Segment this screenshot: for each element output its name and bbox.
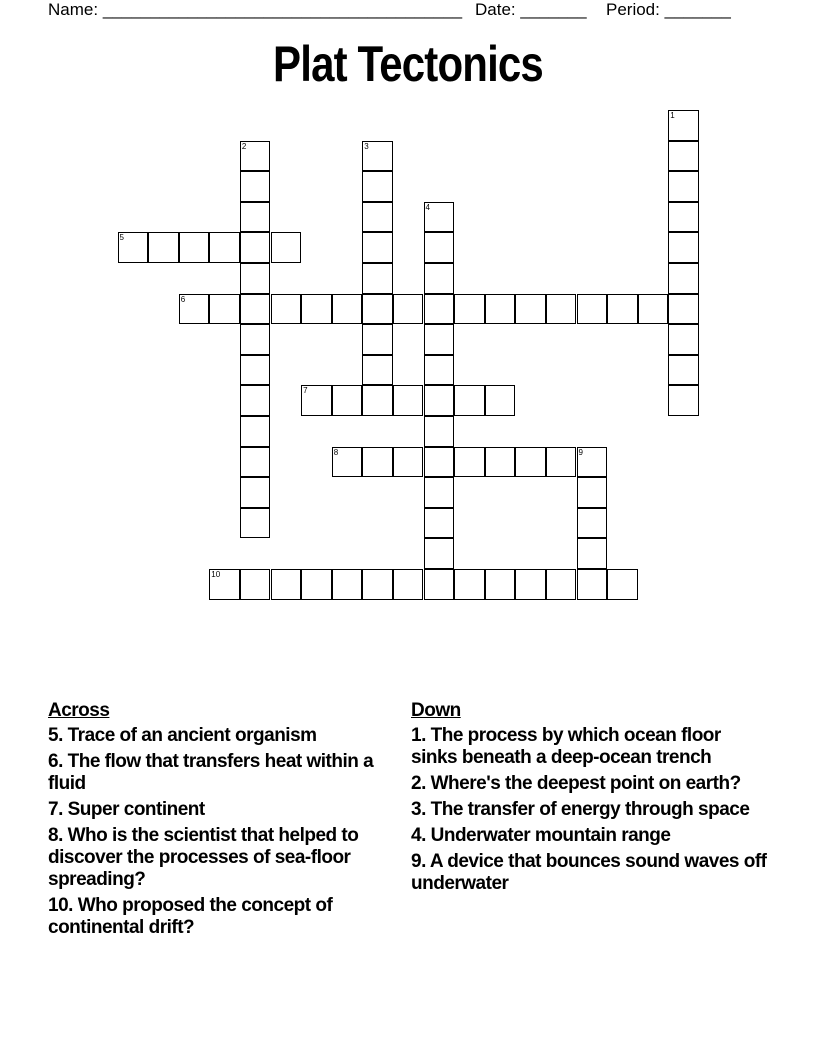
clue-item-text: A device that bounces sound waves off underwater (411, 851, 767, 894)
date-line[interactable]: _______ (520, 0, 587, 19)
clue-number: 4 (425, 202, 430, 212)
crossword-cell[interactable] (240, 263, 271, 294)
clue-item-number: 3. (411, 799, 431, 820)
crossword-cell[interactable] (668, 171, 699, 202)
crossword-cell[interactable] (577, 447, 608, 478)
clue-number: 3 (364, 141, 369, 151)
crossword-cell[interactable] (393, 569, 424, 600)
crossword-cell[interactable] (668, 355, 699, 386)
crossword-cell[interactable] (179, 294, 210, 325)
crossword-cell[interactable] (240, 324, 271, 355)
crossword-cell[interactable] (393, 447, 424, 478)
clue-item (48, 895, 403, 939)
crossword-cell[interactable] (362, 141, 393, 172)
crossword-cell[interactable] (271, 232, 302, 263)
crossword-cell[interactable] (546, 447, 577, 478)
crossword-cell[interactable] (485, 294, 516, 325)
name-line[interactable]: ______________________________________ (102, 0, 463, 19)
crossword-cell[interactable] (332, 385, 363, 416)
crossword-cell[interactable] (668, 110, 699, 141)
clue-item (411, 773, 771, 795)
clue-item-text: The transfer of energy through space (430, 799, 750, 820)
crossword-cell[interactable] (454, 447, 485, 478)
clue-item-text: Super continent (67, 799, 205, 820)
across-clues (48, 700, 403, 943)
crossword-cell[interactable] (454, 569, 485, 600)
crossword-cell[interactable] (362, 324, 393, 355)
down-heading: Down (411, 700, 461, 721)
name-label: Name: (48, 0, 99, 19)
clue-item-number: 8. (48, 825, 68, 846)
crossword-cell[interactable] (271, 294, 302, 325)
crossword-cell[interactable] (454, 294, 485, 325)
crossword-cell[interactable] (424, 294, 455, 325)
clue-number: 7 (303, 386, 308, 396)
clue-number: 9 (578, 447, 583, 457)
clue-item-text: Trace of an ancient organism (67, 725, 317, 746)
crossword-cell[interactable] (424, 477, 455, 508)
crossword-cell[interactable] (424, 202, 455, 233)
clue-item-number: 2. (411, 773, 431, 794)
crossword-cell[interactable] (301, 294, 332, 325)
crossword-cell[interactable] (668, 263, 699, 294)
crossword-cell[interactable] (424, 508, 455, 539)
crossword-cell[interactable] (362, 385, 393, 416)
crossword-cell[interactable] (362, 355, 393, 386)
crossword-cell[interactable] (424, 569, 455, 600)
clue-item-number: 5. (48, 725, 68, 746)
clue-item-number: 1. (411, 725, 431, 746)
crossword-cell[interactable] (485, 447, 516, 478)
clue-number: 6 (180, 294, 186, 304)
crossword-cell[interactable] (240, 569, 271, 600)
clue-item-text: The flow that transfers heat within a fluid (48, 751, 374, 794)
crossword-cell[interactable] (454, 385, 485, 416)
crossword-cell[interactable] (240, 416, 271, 447)
crossword-cell[interactable] (424, 385, 455, 416)
crossword-cell[interactable] (607, 294, 638, 325)
clue-item-text: Where's the deepest point on earth? (430, 773, 741, 794)
crossword-cell[interactable] (240, 202, 271, 233)
crossword-cell[interactable] (577, 569, 608, 600)
crossword-cell[interactable] (332, 569, 363, 600)
clue-item (48, 825, 403, 891)
crossword-cell[interactable] (240, 232, 271, 263)
crossword-cell[interactable] (668, 141, 699, 172)
page-title: Plat Tectonics (273, 36, 543, 92)
crossword-cell[interactable] (515, 569, 546, 600)
crossword-cell[interactable] (668, 202, 699, 233)
clue-item-number: 4. (411, 825, 431, 846)
crossword-cell[interactable] (209, 232, 240, 263)
crossword-cell[interactable] (424, 447, 455, 478)
clue-number: 2 (241, 141, 247, 151)
clue-number: 10 (211, 570, 221, 579)
crossword-cell[interactable] (362, 569, 393, 600)
crossword-cell[interactable] (668, 232, 699, 263)
crossword-cell[interactable] (240, 447, 271, 478)
clue-item-number: 10. (48, 895, 78, 916)
crossword-cell[interactable] (362, 171, 393, 202)
across-heading: Across (48, 700, 110, 721)
crossword-cell[interactable] (240, 385, 271, 416)
clue-item-text: Who proposed the concept of continental drift? (48, 895, 333, 938)
crossword-cell[interactable] (424, 324, 455, 355)
clue-number: 5 (119, 233, 124, 243)
crossword-cell[interactable] (393, 385, 424, 416)
crossword-cell[interactable] (393, 294, 424, 325)
clue-item-number: 7. (48, 799, 68, 820)
crossword-cell[interactable] (668, 324, 699, 355)
clue-item (411, 825, 771, 847)
crossword-cell[interactable] (424, 232, 455, 263)
crossword-cell[interactable] (240, 508, 271, 539)
crossword-cell[interactable] (485, 569, 516, 600)
clue-item (48, 725, 403, 747)
crossword-cell[interactable] (362, 447, 393, 478)
period-line[interactable]: _______ (664, 0, 731, 19)
crossword-cell[interactable] (301, 569, 332, 600)
crossword-cell[interactable] (485, 385, 516, 416)
clue-item (411, 725, 771, 769)
crossword-cell[interactable] (577, 477, 608, 508)
crossword-cell[interactable] (332, 447, 363, 478)
crossword-cell[interactable] (179, 232, 210, 263)
crossword-cell[interactable] (240, 171, 271, 202)
crossword-cell[interactable] (301, 385, 332, 416)
crossword-cell[interactable] (209, 294, 240, 325)
crossword-cell[interactable] (118, 232, 149, 263)
crossword-cell[interactable] (515, 447, 546, 478)
crossword-cell[interactable] (424, 355, 455, 386)
down-clues (411, 700, 771, 899)
crossword-cell[interactable] (240, 355, 271, 386)
crossword-cell[interactable] (577, 538, 608, 569)
clue-item (411, 851, 771, 895)
clue-number: 1 (670, 111, 675, 120)
crossword-cell[interactable] (638, 294, 669, 325)
crossword-cell[interactable] (668, 385, 699, 416)
crossword-cell[interactable] (240, 294, 271, 325)
clue-item-text: Who is the scientist that helped to discover the processes of sea-floor spreading? (48, 825, 359, 890)
crossword-cell[interactable] (424, 263, 455, 294)
crossword-cell[interactable] (271, 569, 302, 600)
crossword-cell[interactable] (240, 141, 271, 172)
period-label: Period: (606, 0, 660, 19)
crossword-cell[interactable] (546, 294, 577, 325)
crossword-cell[interactable] (362, 263, 393, 294)
crossword-cell[interactable] (607, 569, 638, 600)
crossword-cell[interactable] (546, 569, 577, 600)
crossword-cell[interactable] (668, 294, 699, 325)
crossword-cell[interactable] (332, 294, 363, 325)
clue-number: 8 (333, 447, 339, 457)
crossword-cell[interactable] (515, 294, 546, 325)
clue-item (411, 799, 771, 821)
crossword-cell[interactable] (424, 538, 455, 569)
crossword-cell[interactable] (424, 416, 455, 447)
clue-item-text: Underwater mountain range (430, 825, 671, 846)
crossword-cell[interactable] (362, 294, 393, 325)
clue-item-number: 6. (48, 751, 68, 772)
crossword-cell[interactable] (577, 294, 608, 325)
clue-item (48, 799, 403, 821)
clue-item-number: 9. (411, 851, 430, 872)
date-label: Date: (475, 0, 516, 19)
clue-item (48, 751, 403, 795)
crossword-cell[interactable] (362, 202, 393, 233)
clue-item-text: The process by which ocean floor sinks beneath a deep-ocean trench (411, 725, 721, 768)
crossword-cell[interactable] (240, 477, 271, 508)
crossword-cell[interactable] (362, 232, 393, 263)
crossword-cell[interactable] (577, 508, 608, 539)
crossword-cell[interactable] (209, 569, 240, 600)
crossword-cell[interactable] (148, 232, 179, 263)
